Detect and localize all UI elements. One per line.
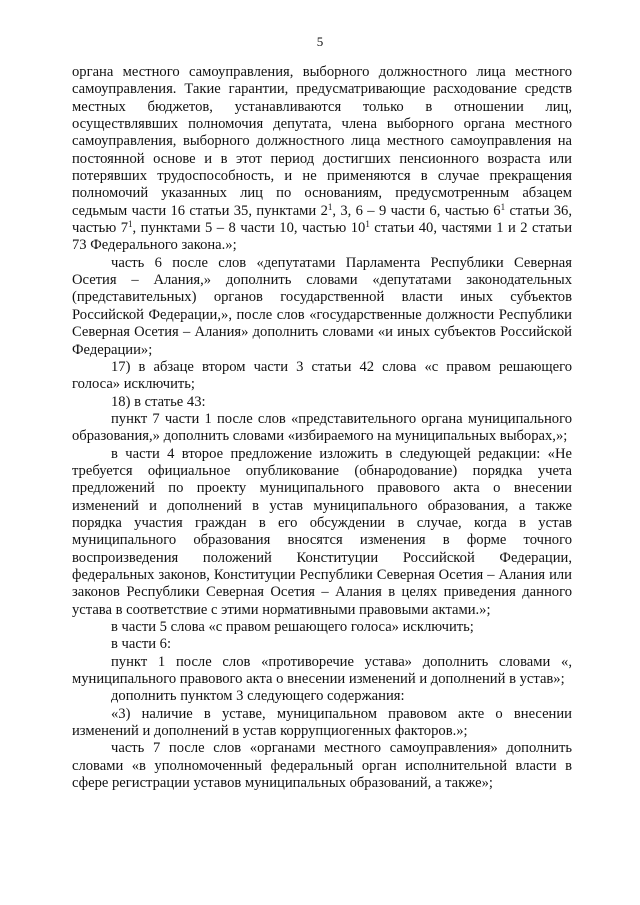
paragraph-text: , пунктами 5 – 8 части 10, частью 10 [132,220,366,237]
paragraph-text: органа местного самоуправления, выборного должностного лица местного самоуправления. Такие гарантии, предусматривающие расходование средств местных бюджетов, устанавливаются только в отношении лиц, осуществлявших полномочия депутата, члена выборного органа местного самоуправления, выборного должностного лица местного самоуправления на постоянной основе и в этот период достигших пенсионного возраста или потерявших трудоспособность, и не применяются в случае прекращения полномочий указанных лиц по основаниям, предусмотренным абзацем седьмым части 16 статьи 35, пунктами 2 [72,64,572,219]
paragraph [72,636,572,653]
page-number: 5 [316,34,324,49]
paragraph-text: часть 6 после слов «депутатами Парламента Республики Северная Осетия – Алания,» дополнить словами «депутатами законодательных (представительных) органов государственной власти иных субъектов Российской Федерации,», после слов «государственные должности Республики Северная Осетия – Алания» дополнить словами «и иных субъектов Российской Федерации»; [72,254,572,358]
superscript-index: 1 [365,219,370,230]
paragraph-text: 17) в абзаце втором части 3 статьи 42 слова «с правом решающего голоса» исключить; [72,358,572,393]
paragraph-text: «3) наличие в уставе, муниципальном правовом акте о внесении изменений и дополнений в устав коррупциогенных факторов.»; [72,705,572,740]
paragraph [72,654,572,689]
paragraph-text: в части 4 второе предложение изложить в следующей редакции: «Не требуется официальное опубликование (обнародование) порядка учета предложений по проекту муниципального правового акта о внесении изменений и дополнений в устав муниципального образования, а также порядка участия граждан в его обсуждении в случае, когда в устав муниципального образования вносятся изменения в форме точного воспроизведения положений Конституции Российской Федерации, федеральных законов, Конституции Республики Северная Осетия – Алания или законов Республики Северная Осетия – Алания в целях приведения данного устава в соответствие с этими нормативными правовыми актами.»; [72,445,572,618]
paragraph-text: статьи 36, частью 7 [72,202,573,237]
paragraph [72,64,572,255]
paragraph [72,740,572,792]
paragraph [72,446,572,619]
paragraph [72,255,572,359]
superscript-index: 1 [327,201,333,212]
paragraph [72,619,572,636]
paragraph-text: часть 7 после слов «органами местного самоуправления» дополнить словами «в уполномоченный федеральный орган исполнительной власти в сфере регистрации уставов муниципальных образований, а также»; [72,740,572,792]
paragraph-text: пункт 7 части 1 после слов «представительного органа муниципального образования,» дополнить словами «избираемого на муниципальных выборах,»; [72,410,572,445]
paragraph-text: , 3, 6 – 9 части 6, частью 6 [332,202,501,219]
paragraph [72,394,572,411]
paragraph-text: в части 6: [111,636,172,653]
paragraph [72,359,572,394]
paragraph-text: 18) в статье 43: [111,393,206,410]
document-body [72,64,572,792]
superscript-index: 1 [500,201,506,212]
paragraph-text: в части 5 слова «с правом решающего голоса» исключить; [111,619,474,635]
paragraph-text: статьи 40, частями 1 и 2 статьи 73 Федерального закона.»; [72,220,573,254]
paragraph [72,411,572,446]
paragraph-text: дополнить пунктом 3 следующего содержания: [111,688,405,705]
paragraph-text: пункт 1 после слов «противоречие устава» дополнить словами «, муниципального правового акта о внесении изменений и дополнений в устав»; [72,653,572,688]
paragraph [72,688,572,705]
superscript-index: 1 [128,219,133,230]
paragraph [72,706,572,741]
